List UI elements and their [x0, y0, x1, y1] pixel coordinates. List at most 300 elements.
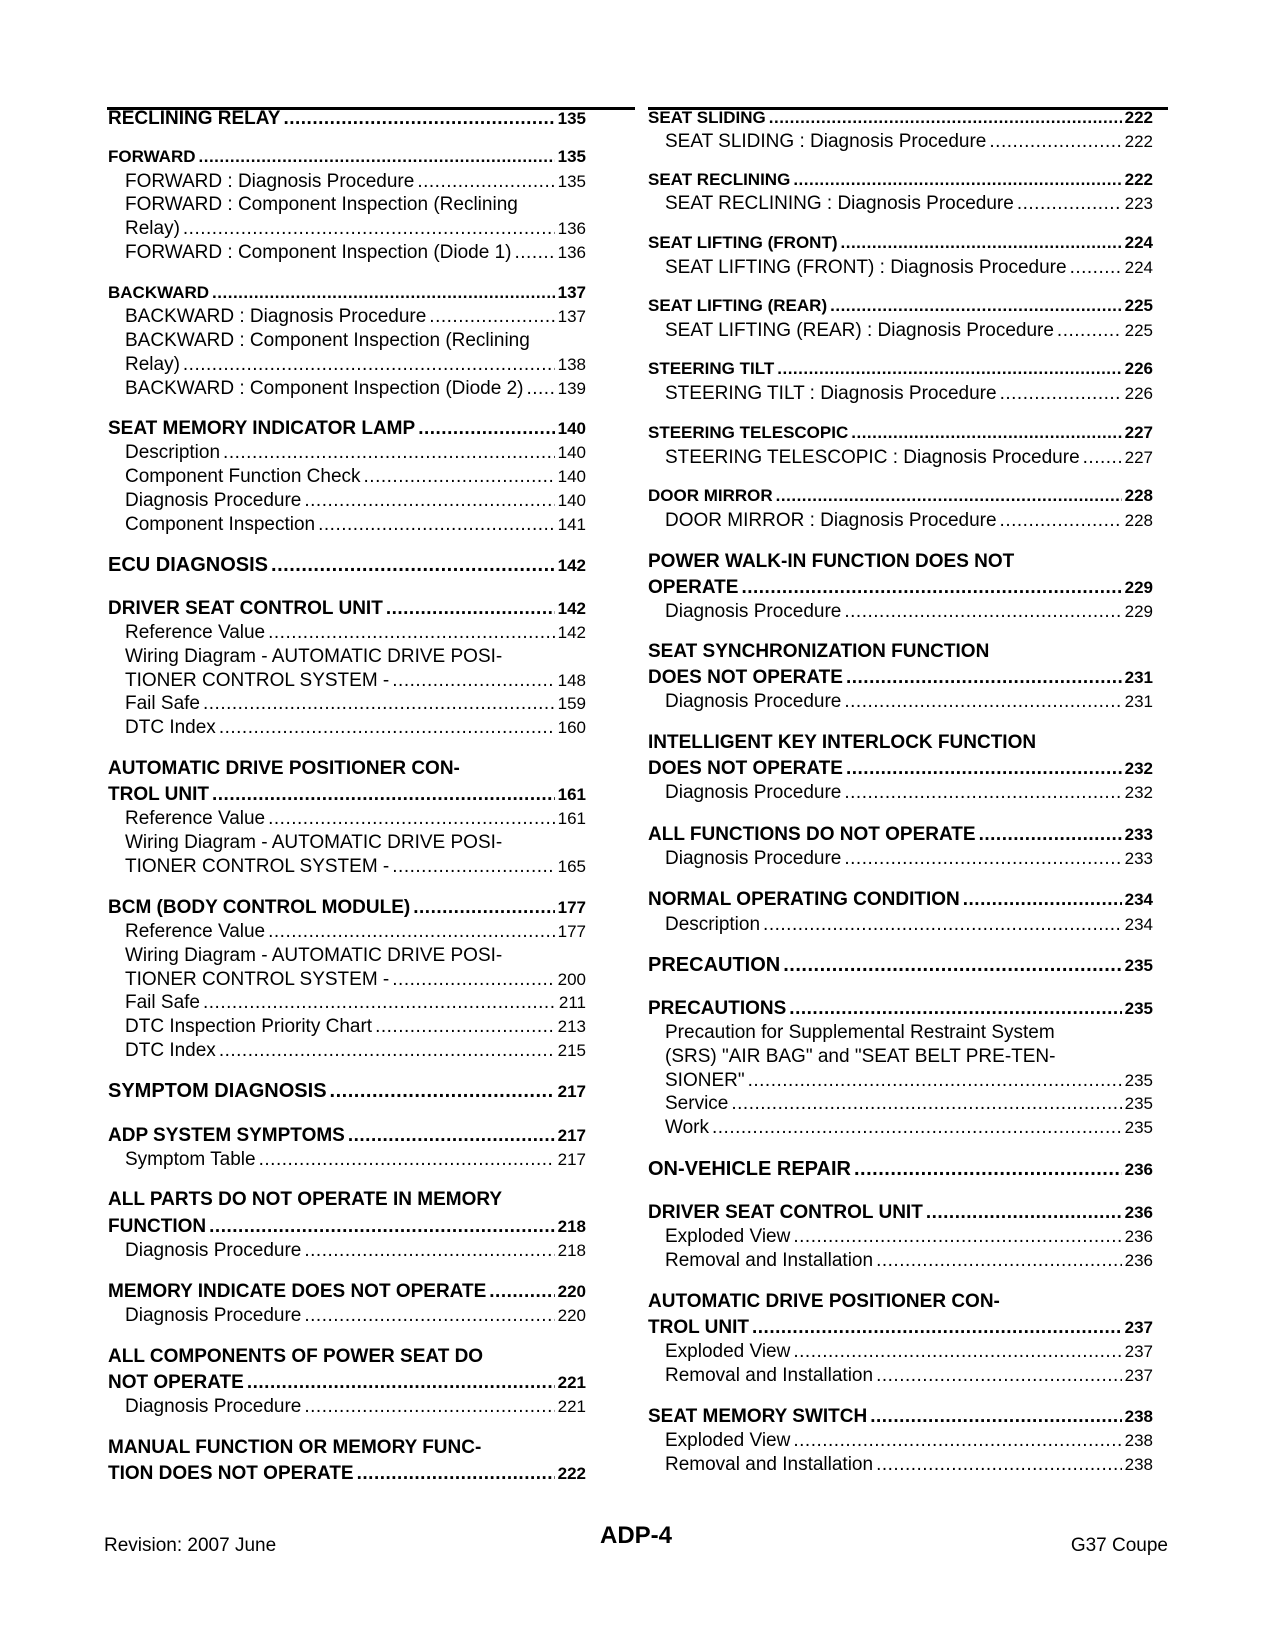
- dot-leader: [375, 1016, 555, 1038]
- toc-entry[interactable]: [648, 889, 1153, 911]
- dot-leader: [271, 554, 555, 577]
- toc-entry[interactable]: [648, 1250, 1153, 1272]
- toc-entry[interactable]: [648, 447, 1153, 469]
- dot-leader: [1083, 447, 1122, 469]
- toc-entry[interactable]: [108, 784, 586, 806]
- toc-entry-page: 238: [1124, 1431, 1153, 1450]
- toc-entry-title: TION DOES NOT OPERATE: [108, 1463, 354, 1484]
- toc-entry-page: 222: [557, 1464, 586, 1483]
- toc-entry-title: Work: [665, 1117, 709, 1138]
- toc-entry[interactable]: [648, 1046, 1153, 1068]
- dot-leader: [748, 1070, 1122, 1092]
- toc-entry[interactable]: [108, 693, 586, 715]
- toc-entry-title: DTC Index: [125, 1040, 216, 1061]
- toc-entry[interactable]: [108, 108, 586, 130]
- toc-entry[interactable]: [648, 1291, 1153, 1313]
- toc-entry[interactable]: [108, 1016, 586, 1038]
- toc-entry[interactable]: [108, 992, 586, 1014]
- toc-entry[interactable]: [108, 171, 586, 193]
- toc-entry-page: 236: [1124, 1227, 1153, 1246]
- toc-entry-title: STEERING TELESCOPIC: [648, 423, 849, 442]
- toc-entry-page: 236: [1124, 1251, 1153, 1270]
- dot-leader: [1000, 383, 1122, 405]
- toc-entry[interactable]: [108, 969, 586, 991]
- dot-leader: [283, 108, 554, 130]
- toc-entry[interactable]: [648, 732, 1153, 754]
- dot-leader: [223, 442, 555, 464]
- model-label: G37 Coupe: [1070, 1535, 1168, 1556]
- dot-leader: [1000, 510, 1122, 532]
- toc-entry[interactable]: [108, 242, 586, 264]
- toc-entry-title: Relay): [125, 354, 180, 375]
- toc-entry-page: 220: [557, 1306, 586, 1325]
- dot-leader: [183, 218, 555, 240]
- dot-leader: [844, 601, 1121, 623]
- toc-entry-title: SEAT MEMORY SWITCH: [648, 1406, 868, 1427]
- toc-entry-title: SEAT SLIDING: [648, 108, 766, 127]
- dot-leader: [989, 131, 1121, 153]
- dot-leader: [203, 992, 556, 1014]
- dot-leader: [268, 921, 555, 943]
- toc-entry-title: SEAT RECLINING : Diagnosis Procedure: [665, 193, 1014, 214]
- toc-entry-title: Wiring Diagram - AUTOMATIC DRIVE POSI-: [125, 646, 503, 667]
- toc-entry-page: 227: [1124, 448, 1153, 467]
- toc-entry-title: DTC Inspection Priority Chart: [125, 1016, 373, 1037]
- toc-entry[interactable]: [648, 1365, 1153, 1387]
- toc-entry[interactable]: [648, 601, 1153, 623]
- toc-entry-title: Symptom Table: [125, 1149, 256, 1170]
- toc-entry-page: 148: [557, 671, 586, 690]
- toc-entry-page: 237: [1124, 1342, 1153, 1361]
- toc-entry[interactable]: [108, 717, 586, 739]
- toc-entry-title: BCM (BODY CONTROL MODULE): [108, 897, 411, 918]
- dot-leader: [429, 306, 554, 328]
- toc-entry[interactable]: [108, 646, 586, 668]
- toc-entry-page: 236: [1124, 1160, 1153, 1179]
- toc-entry[interactable]: [108, 306, 586, 328]
- toc-entry-title: Description: [665, 914, 761, 935]
- toc-entry-title: MANUAL FUNCTION OR MEMORY FUNC-: [108, 1437, 482, 1458]
- toc-entry-title: Reference Value: [125, 622, 266, 643]
- dot-leader: [417, 171, 554, 193]
- toc-entry-title: FORWARD : Component Inspection (Diode 1): [125, 242, 512, 263]
- toc-entry[interactable]: [108, 330, 586, 352]
- toc-entry[interactable]: [648, 667, 1153, 689]
- toc-entry[interactable]: [108, 832, 586, 854]
- toc-entry-page: 221: [557, 1397, 586, 1416]
- toc-entry-page: 226: [1124, 359, 1153, 378]
- toc-entry-title: SEAT MEMORY INDICATOR LAMP: [108, 418, 416, 439]
- dot-leader: [870, 1406, 1121, 1428]
- dot-leader: [876, 1250, 1122, 1272]
- toc-entry-title: OPERATE: [648, 577, 739, 598]
- dot-leader: [418, 418, 554, 440]
- dot-leader: [841, 233, 1122, 253]
- toc-entry[interactable]: [108, 1281, 586, 1303]
- toc-entry[interactable]: [648, 1430, 1153, 1452]
- toc-entry-page: 161: [557, 785, 586, 804]
- toc-entry[interactable]: [108, 945, 586, 967]
- toc-entry[interactable]: [648, 824, 1153, 846]
- toc-entry[interactable]: [108, 418, 586, 440]
- toc-entry-page: 235: [1124, 956, 1153, 975]
- toc-entry-page: 161: [557, 809, 586, 828]
- toc-entry-title: SEAT LIFTING (REAR): [648, 296, 828, 315]
- toc-entry[interactable]: [108, 442, 586, 464]
- dot-leader: [830, 296, 1122, 316]
- toc-entry-page: 237: [1124, 1366, 1153, 1385]
- dot-leader: [752, 1317, 1122, 1339]
- toc-entry-page: 218: [557, 1217, 586, 1236]
- toc-entry-title: ECU DIAGNOSIS: [108, 554, 269, 576]
- dot-leader: [247, 1372, 555, 1394]
- toc-entry[interactable]: [648, 782, 1153, 804]
- toc-entry[interactable]: [648, 1158, 1153, 1181]
- toc-entry[interactable]: [648, 1022, 1153, 1044]
- toc-entry-title: Diagnosis Procedure: [665, 848, 842, 869]
- toc-entry-page: 232: [1124, 759, 1153, 778]
- dot-leader: [219, 1040, 555, 1062]
- toc-entry-page: 135: [557, 172, 586, 191]
- toc-entry-title: TROL UNIT: [648, 1317, 749, 1338]
- toc-entry[interactable]: [648, 1202, 1153, 1224]
- toc-entry-title: Component Function Check: [125, 466, 361, 487]
- toc-entry[interactable]: [648, 577, 1153, 599]
- toc-entry-title: Component Inspection: [125, 514, 316, 535]
- dot-leader: [854, 1158, 1122, 1181]
- toc-entry-page: 136: [557, 243, 586, 262]
- dot-leader: [963, 889, 1122, 911]
- dot-leader: [741, 577, 1121, 599]
- toc-entry-title: ADP SYSTEM SYMPTOMS: [108, 1125, 345, 1146]
- dot-leader: [793, 170, 1121, 190]
- toc-entry[interactable]: [648, 1117, 1153, 1139]
- toc-entry-page: 142: [557, 599, 586, 618]
- toc-entry-page: 217: [557, 1126, 586, 1145]
- toc-entry-title: ALL FUNCTIONS DO NOT OPERATE: [648, 824, 976, 845]
- toc-entry-page: 234: [1124, 890, 1153, 909]
- toc-entry-page: 226: [1124, 384, 1153, 403]
- toc-entry-title: Removal and Installation: [665, 1250, 874, 1271]
- toc-entry-page: 200: [557, 970, 586, 989]
- toc-entry-page: 141: [557, 515, 586, 534]
- page-footer: [104, 1522, 1168, 1562]
- toc-entry[interactable]: [108, 1149, 586, 1171]
- dot-leader: [392, 969, 554, 991]
- toc-entry[interactable]: [108, 1372, 586, 1394]
- toc-entry[interactable]: [648, 641, 1153, 663]
- toc-entry[interactable]: [648, 1341, 1153, 1363]
- toc-entry-title: Fail Safe: [125, 693, 200, 714]
- toc-entry-page: 221: [557, 1373, 586, 1392]
- toc-entry[interactable]: [648, 486, 1153, 506]
- toc-entry-title: SEAT LIFTING (FRONT) : Diagnosis Procedure: [665, 257, 1067, 278]
- toc-entry-page: 231: [1124, 668, 1153, 687]
- toc-entry-title: TROL UNIT: [108, 784, 209, 805]
- toc-entry[interactable]: [108, 1125, 586, 1147]
- toc-entry-title: POWER WALK-IN FUNCTION DOES NOT: [648, 551, 1015, 572]
- dot-leader: [526, 378, 554, 400]
- dot-leader: [1017, 193, 1122, 215]
- toc-entry-title: Diagnosis Procedure: [125, 490, 302, 511]
- dot-leader: [776, 486, 1122, 506]
- toc-entry-title: AUTOMATIC DRIVE POSITIONER CON-: [108, 758, 460, 779]
- toc-entry-page: 223: [1124, 194, 1153, 213]
- toc-entry[interactable]: [648, 108, 1153, 128]
- toc-entry-title: MEMORY INDICATE DOES NOT OPERATE: [108, 1281, 487, 1302]
- dot-leader: [268, 808, 555, 830]
- dot-leader: [712, 1117, 1122, 1139]
- toc-entry-page: 231: [1124, 692, 1153, 711]
- toc-entry-title: Exploded View: [665, 1341, 791, 1362]
- toc-entry[interactable]: [108, 1240, 586, 1262]
- dot-leader: [209, 1216, 554, 1238]
- dot-leader: [364, 466, 555, 488]
- toc-entry-page: 213: [557, 1017, 586, 1036]
- toc-entry[interactable]: [648, 170, 1153, 190]
- toc-entry[interactable]: [108, 218, 586, 240]
- dot-leader: [793, 1226, 1121, 1248]
- dot-leader: [793, 1341, 1121, 1363]
- toc-entry-page: 232: [1124, 783, 1153, 802]
- toc-entry-title: (SRS) "AIR BAG" and "SEAT BELT PRE-TEN-: [665, 1046, 1056, 1067]
- toc-entry[interactable]: [108, 758, 586, 780]
- dot-leader: [318, 514, 555, 536]
- toc-entry-title: NOT OPERATE: [108, 1372, 244, 1393]
- toc-entry-page: 211: [558, 993, 586, 1012]
- toc-entry-title: Precaution for Supplemental Restraint System: [665, 1022, 1055, 1043]
- toc-entry-title: Diagnosis Procedure: [125, 1305, 302, 1326]
- toc-entry-title: Wiring Diagram - AUTOMATIC DRIVE POSI-: [125, 832, 503, 853]
- toc-entry-page: 229: [1124, 602, 1153, 621]
- toc-entry[interactable]: [648, 691, 1153, 713]
- dot-leader: [212, 784, 555, 806]
- dot-leader: [793, 1430, 1121, 1452]
- toc-entry-title: STEERING TILT: [648, 359, 775, 378]
- toc-entry-title: DTC Index: [125, 717, 216, 738]
- toc-entry[interactable]: [108, 1040, 586, 1062]
- toc-entry[interactable]: [648, 1070, 1153, 1092]
- toc-entry-title: DOOR MIRROR : Diagnosis Procedure: [665, 510, 997, 531]
- toc-entry-title: Exploded View: [665, 1226, 791, 1247]
- toc-entry-title: SEAT SYNCHRONIZATION FUNCTION: [648, 641, 990, 662]
- toc-entry-title: Diagnosis Procedure: [125, 1396, 302, 1417]
- toc-entry-title: STEERING TILT : Diagnosis Procedure: [665, 383, 997, 404]
- toc-entry-title: Diagnosis Procedure: [665, 782, 842, 803]
- toc-entry[interactable]: [108, 1189, 586, 1211]
- toc-entry[interactable]: [108, 808, 586, 830]
- toc-entry[interactable]: [648, 257, 1153, 279]
- toc-entry-title: SEAT LIFTING (FRONT): [648, 233, 838, 252]
- toc-entry-title: SEAT LIFTING (REAR) : Diagnosis Procedure: [665, 320, 1054, 341]
- toc-entry-title: BACKWARD : Component Inspection (Reclining: [125, 330, 530, 351]
- toc-entry[interactable]: [648, 193, 1153, 215]
- dot-leader: [330, 1080, 555, 1103]
- toc-entry-title: ON-VEHICLE REPAIR: [648, 1158, 851, 1180]
- toc-entry[interactable]: [648, 1226, 1153, 1248]
- toc-entry-title: Removal and Installation: [665, 1365, 874, 1386]
- toc-entry-title: NORMAL OPERATING CONDITION: [648, 889, 960, 910]
- toc-entry-page: 233: [1124, 825, 1153, 844]
- dot-leader: [926, 1202, 1122, 1224]
- toc-entry-page: 238: [1124, 1455, 1153, 1474]
- toc-entry-title: TIONER CONTROL SYSTEM -: [125, 969, 390, 990]
- dot-leader: [876, 1454, 1122, 1476]
- toc-entry-page: 142: [557, 623, 586, 642]
- toc-entry-page: 224: [1124, 258, 1153, 277]
- toc-entry[interactable]: [108, 670, 586, 692]
- toc-entry[interactable]: [108, 856, 586, 878]
- toc-entry[interactable]: [648, 954, 1153, 977]
- toc-entry[interactable]: [648, 383, 1153, 405]
- dot-leader: [1070, 257, 1122, 279]
- toc-entry[interactable]: [108, 1463, 586, 1485]
- toc-entry-page: 235: [1124, 1071, 1153, 1090]
- toc-entry-title: Service: [665, 1093, 729, 1114]
- toc-entry-page: 217: [557, 1150, 586, 1169]
- toc-entry[interactable]: [108, 1305, 586, 1327]
- page-number: ADP-4: [599, 1522, 672, 1549]
- dot-leader: [199, 147, 555, 167]
- revision-label: Revision: 2007 June: [104, 1535, 277, 1556]
- toc-entry[interactable]: [108, 622, 586, 644]
- toc-entry-page: 138: [557, 355, 586, 374]
- toc-entry[interactable]: [648, 296, 1153, 316]
- toc-entry[interactable]: [648, 1317, 1153, 1339]
- dot-leader: [203, 693, 555, 715]
- toc-entry[interactable]: [108, 1080, 586, 1103]
- toc-entry[interactable]: [108, 194, 586, 216]
- toc-entry-title: Exploded View: [665, 1430, 791, 1451]
- toc-entry-title: Diagnosis Procedure: [665, 691, 842, 712]
- toc-entry-page: 236: [1124, 1203, 1153, 1222]
- toc-entry-title: PRECAUTION: [648, 954, 781, 976]
- toc-entry[interactable]: [108, 490, 586, 512]
- toc-entry-title: STEERING TELESCOPIC : Diagnosis Procedure: [665, 447, 1080, 468]
- toc-entry[interactable]: [108, 283, 586, 303]
- toc-entry[interactable]: [648, 359, 1153, 379]
- dot-leader: [844, 782, 1121, 804]
- dot-leader: [783, 954, 1121, 977]
- toc-entry-title: SEAT RECLINING: [648, 170, 791, 189]
- dot-leader: [219, 717, 555, 739]
- dot-leader: [515, 242, 555, 264]
- toc-entry-page: 135: [557, 109, 586, 128]
- toc-entry-title: Diagnosis Procedure: [665, 601, 842, 622]
- toc-entry[interactable]: [108, 921, 586, 943]
- dot-leader: [844, 848, 1121, 870]
- toc-entry-title: DRIVER SEAT CONTROL UNIT: [108, 598, 383, 619]
- toc-entry-page: 140: [557, 419, 586, 438]
- toc-entry[interactable]: [108, 1346, 586, 1368]
- toc-entry-page: 177: [557, 922, 586, 941]
- toc-entry[interactable]: [648, 998, 1153, 1020]
- toc-entry[interactable]: [648, 510, 1153, 532]
- toc-entry[interactable]: [108, 1396, 586, 1418]
- dot-leader: [212, 283, 555, 303]
- toc-entry-title: PRECAUTIONS: [648, 998, 787, 1019]
- toc-entry[interactable]: [108, 354, 586, 376]
- toc-entry[interactable]: [108, 1437, 586, 1459]
- dot-leader: [259, 1149, 555, 1171]
- toc-entry-page: 234: [1124, 915, 1153, 934]
- toc-entry[interactable]: [648, 1093, 1153, 1115]
- toc-entry-page: 177: [557, 898, 586, 917]
- toc-entry[interactable]: [108, 554, 586, 577]
- dot-leader: [304, 490, 554, 512]
- toc-entry[interactable]: [648, 551, 1153, 573]
- toc-entry[interactable]: [108, 466, 586, 488]
- dot-leader: [183, 354, 555, 376]
- toc-entry-page: 224: [1124, 233, 1153, 252]
- toc-entry[interactable]: [108, 514, 586, 536]
- toc-entry-title: FORWARD : Diagnosis Procedure: [125, 171, 415, 192]
- toc-entry-title: Description: [125, 442, 221, 463]
- toc-entry-page: 139: [557, 379, 586, 398]
- toc-entry-title: Wiring Diagram - AUTOMATIC DRIVE POSI-: [125, 945, 503, 966]
- toc-entry[interactable]: [648, 233, 1153, 253]
- toc-entry-page: 235: [1124, 999, 1153, 1018]
- toc-entry-page: 220: [557, 1282, 586, 1301]
- toc-entry-page: 159: [557, 694, 586, 713]
- toc-entry-page: 225: [1124, 296, 1153, 315]
- toc-entry-title: BACKWARD: [108, 283, 210, 302]
- toc-entry[interactable]: [648, 1454, 1153, 1476]
- dot-leader: [268, 622, 555, 644]
- dot-leader: [731, 1093, 1121, 1115]
- toc-entry-page: 218: [557, 1241, 586, 1260]
- toc-entry-title: Relay): [125, 218, 180, 239]
- dot-leader: [769, 108, 1122, 128]
- toc-entry-title: FORWARD: [108, 147, 196, 166]
- toc-entry-page: 235: [1124, 1118, 1153, 1137]
- toc-entry[interactable]: [648, 320, 1153, 342]
- toc-entry-page: 136: [557, 219, 586, 238]
- dot-leader: [392, 856, 554, 878]
- dot-leader: [846, 758, 1122, 780]
- toc-entry-title: Reference Value: [125, 808, 266, 829]
- toc-entry[interactable]: [108, 897, 586, 919]
- toc-entry[interactable]: [648, 1406, 1153, 1428]
- toc-entry-title: SYMPTOM DIAGNOSIS: [108, 1080, 327, 1102]
- toc-entry[interactable]: [648, 914, 1153, 936]
- toc-entry[interactable]: [108, 147, 586, 167]
- toc-entry-title: BACKWARD : Diagnosis Procedure: [125, 306, 427, 327]
- toc-entry-title: DOES NOT OPERATE: [648, 667, 843, 688]
- toc-entry-title: TIONER CONTROL SYSTEM -: [125, 670, 390, 691]
- toc-entry-title: Reference Value: [125, 921, 266, 942]
- toc-entry-title: DOOR MIRROR: [648, 486, 773, 505]
- dot-leader: [876, 1365, 1122, 1387]
- toc-entry-page: 229: [1124, 578, 1153, 597]
- toc-entry[interactable]: [648, 848, 1153, 870]
- toc-entry[interactable]: [108, 378, 586, 400]
- toc-entry[interactable]: [108, 1216, 586, 1238]
- toc-entry-page: 227: [1124, 423, 1153, 442]
- toc-entry-title: DOES NOT OPERATE: [648, 758, 843, 779]
- toc-entry[interactable]: [108, 598, 586, 620]
- dot-leader: [489, 1281, 554, 1303]
- dot-leader: [1057, 320, 1122, 342]
- toc-entry[interactable]: [648, 131, 1153, 153]
- toc-entry-page: 238: [1124, 1407, 1153, 1426]
- toc-entry-title: DRIVER SEAT CONTROL UNIT: [648, 1202, 923, 1223]
- toc-entry[interactable]: [648, 758, 1153, 780]
- dot-leader: [304, 1396, 554, 1418]
- toc-entry-title: FUNCTION: [108, 1216, 207, 1237]
- toc-entry-page: 135: [557, 147, 586, 166]
- toc-entry[interactable]: [648, 423, 1153, 443]
